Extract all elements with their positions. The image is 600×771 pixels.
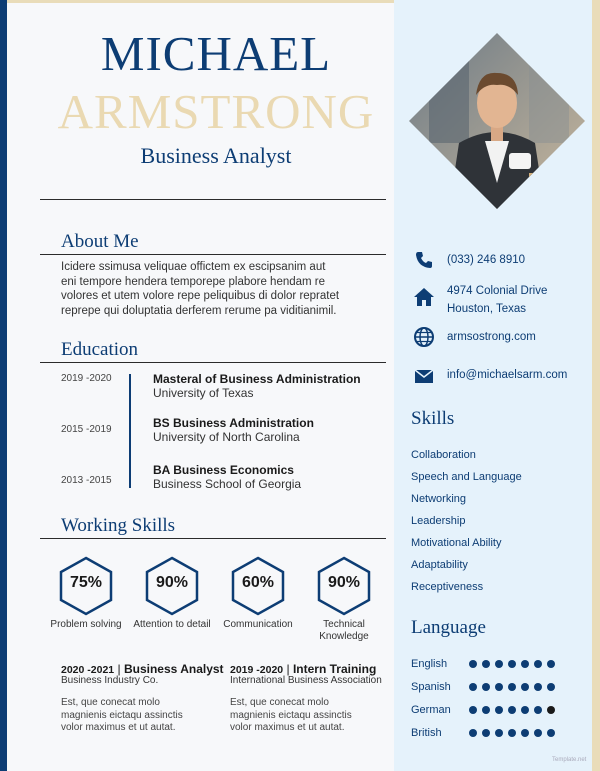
language-name: Spanish	[411, 681, 451, 693]
address	[447, 284, 547, 317]
first-name: MICHAEL	[100, 26, 332, 81]
skill-item: Speech and Language	[411, 471, 522, 483]
envelope-icon	[413, 365, 435, 387]
working-skills-divider	[40, 538, 386, 539]
language-dot-filled	[469, 683, 477, 691]
language-dot-filled	[495, 706, 503, 714]
education-school: Business School of Georgia	[153, 477, 302, 491]
header-divider	[40, 199, 386, 200]
education-degree: BS Business Administration	[153, 416, 314, 430]
language-dot-empty	[547, 706, 555, 714]
skill-label: Communication	[223, 619, 293, 630]
language-dot-filled	[482, 683, 490, 691]
education-title: Education	[61, 339, 139, 360]
language-dot-filled	[508, 683, 516, 691]
skill-percent: 60%	[241, 574, 275, 591]
job-years: 2020 -2021	[61, 664, 115, 676]
about-divider	[40, 254, 386, 255]
home-icon	[413, 286, 435, 308]
skill-label: Problem solving	[50, 619, 122, 630]
job-desc-line: volor maximus et ut autat.	[61, 722, 176, 733]
education-degree: BA Business Economics	[153, 463, 294, 477]
skill-item: Adaptability	[411, 559, 468, 571]
job-heading	[61, 662, 224, 676]
skill-percent: 90%	[155, 574, 189, 591]
working-skills-title: Working Skills	[61, 515, 176, 536]
email: info@michaelsarm.com	[447, 369, 568, 381]
job-title: Business Analyst	[140, 143, 292, 168]
skill-item: Leadership	[411, 515, 466, 527]
language-dot-filled	[547, 683, 555, 691]
job-description	[61, 697, 221, 735]
language-dot-filled	[469, 706, 477, 714]
job-separator: |	[117, 662, 121, 676]
education-divider	[40, 362, 386, 363]
language-dot-filled	[521, 660, 529, 668]
about-text	[61, 260, 381, 318]
language-dot-filled	[482, 660, 490, 668]
language-dot-filled	[534, 706, 542, 714]
last-name: ARMSTRONG	[57, 84, 375, 139]
skills-title: Skills	[411, 408, 455, 429]
skill-label: Attention to detail	[133, 619, 211, 630]
language-dot-filled	[547, 660, 555, 668]
language-dot-filled	[521, 706, 529, 714]
about-line: eni tempore hendera temporepe plabore hendam re	[61, 275, 326, 288]
language-dot-filled	[495, 729, 503, 737]
language-name: English	[411, 658, 448, 670]
language-dot-filled	[521, 683, 529, 691]
language-title: Language	[411, 617, 486, 638]
education-degree: Masteral of Business Administration	[153, 372, 361, 386]
language-name: German	[411, 704, 451, 716]
job-organization: Business Industry Co.	[61, 675, 159, 686]
skill-percent: 75%	[69, 574, 103, 591]
job-title-text: Business Analyst	[123, 662, 224, 676]
skill-percent: 90%	[327, 574, 361, 591]
education-years: 2013 -2015	[61, 475, 112, 486]
language-dot-filled	[534, 660, 542, 668]
language-dot-filled	[482, 729, 490, 737]
skill-item: Networking	[411, 493, 467, 505]
language-dot-filled	[534, 683, 542, 691]
language-dot-filled	[508, 729, 516, 737]
job-desc-line: magnienis eictaqu assinctis	[61, 709, 183, 721]
profile-photo	[409, 33, 585, 209]
language-dot-filled	[469, 729, 477, 737]
job-desc-line: volor maximus et ut autat.	[230, 722, 345, 733]
skill-label-text: Technical Knowledge	[319, 619, 369, 642]
job-desc-line: Est, que conecat molo	[61, 697, 160, 708]
language-dot-filled	[508, 706, 516, 714]
language-dot-filled	[495, 660, 503, 668]
job-separator: |	[286, 662, 290, 676]
language-dot-filled	[508, 660, 516, 668]
language-dot-filled	[482, 706, 490, 714]
about-line: reprepe qui doluptatia derferem rerume pa viditianimil.	[61, 304, 337, 317]
language-dot-filled	[547, 729, 555, 737]
job-desc-line: Est, que conecat molo	[230, 697, 329, 708]
about-line: Icidere ssimusa veliquae offictem ex escipsanim aut	[61, 261, 326, 273]
job-description	[230, 697, 390, 735]
skill-item: Motivational Ability	[411, 537, 502, 549]
job-heading	[230, 662, 376, 676]
language-dot-filled	[521, 729, 529, 737]
address-line: Houston, Texas	[447, 303, 527, 315]
about-title: About Me	[61, 231, 139, 252]
phone-number: (033) 246 8910	[447, 254, 526, 266]
address-line: 4974 Colonial Drive	[447, 285, 548, 297]
language-name: British	[411, 727, 442, 739]
watermark: Template.net	[552, 757, 587, 763]
language-dot-filled	[469, 660, 477, 668]
right-border	[592, 0, 600, 771]
phone-icon	[413, 249, 435, 271]
job-title-text: Intern Training	[292, 662, 377, 676]
skill-item: Collaboration	[411, 449, 476, 461]
education-years: 2019 -2020	[61, 373, 112, 384]
skill-label	[299, 619, 389, 643]
job-years: 2019 -2020	[230, 664, 284, 676]
about-line: volores et utem volore repe peliquibus di dolor repratet	[61, 290, 340, 303]
education-years: 2015 -2019	[61, 424, 112, 435]
language-dot-filled	[534, 729, 542, 737]
left-accent-bar	[0, 0, 7, 771]
website: armsostrong.com	[447, 331, 536, 343]
skill-item: Receptiveness	[411, 581, 484, 593]
job-desc-line: magnienis eictaqu assinctis	[230, 709, 352, 721]
language-dot-filled	[495, 683, 503, 691]
job-organization: International Business Association	[230, 675, 382, 686]
education-school: University of North Carolina	[153, 430, 300, 444]
education-school: University of Texas	[153, 386, 254, 400]
globe-icon	[413, 326, 435, 348]
